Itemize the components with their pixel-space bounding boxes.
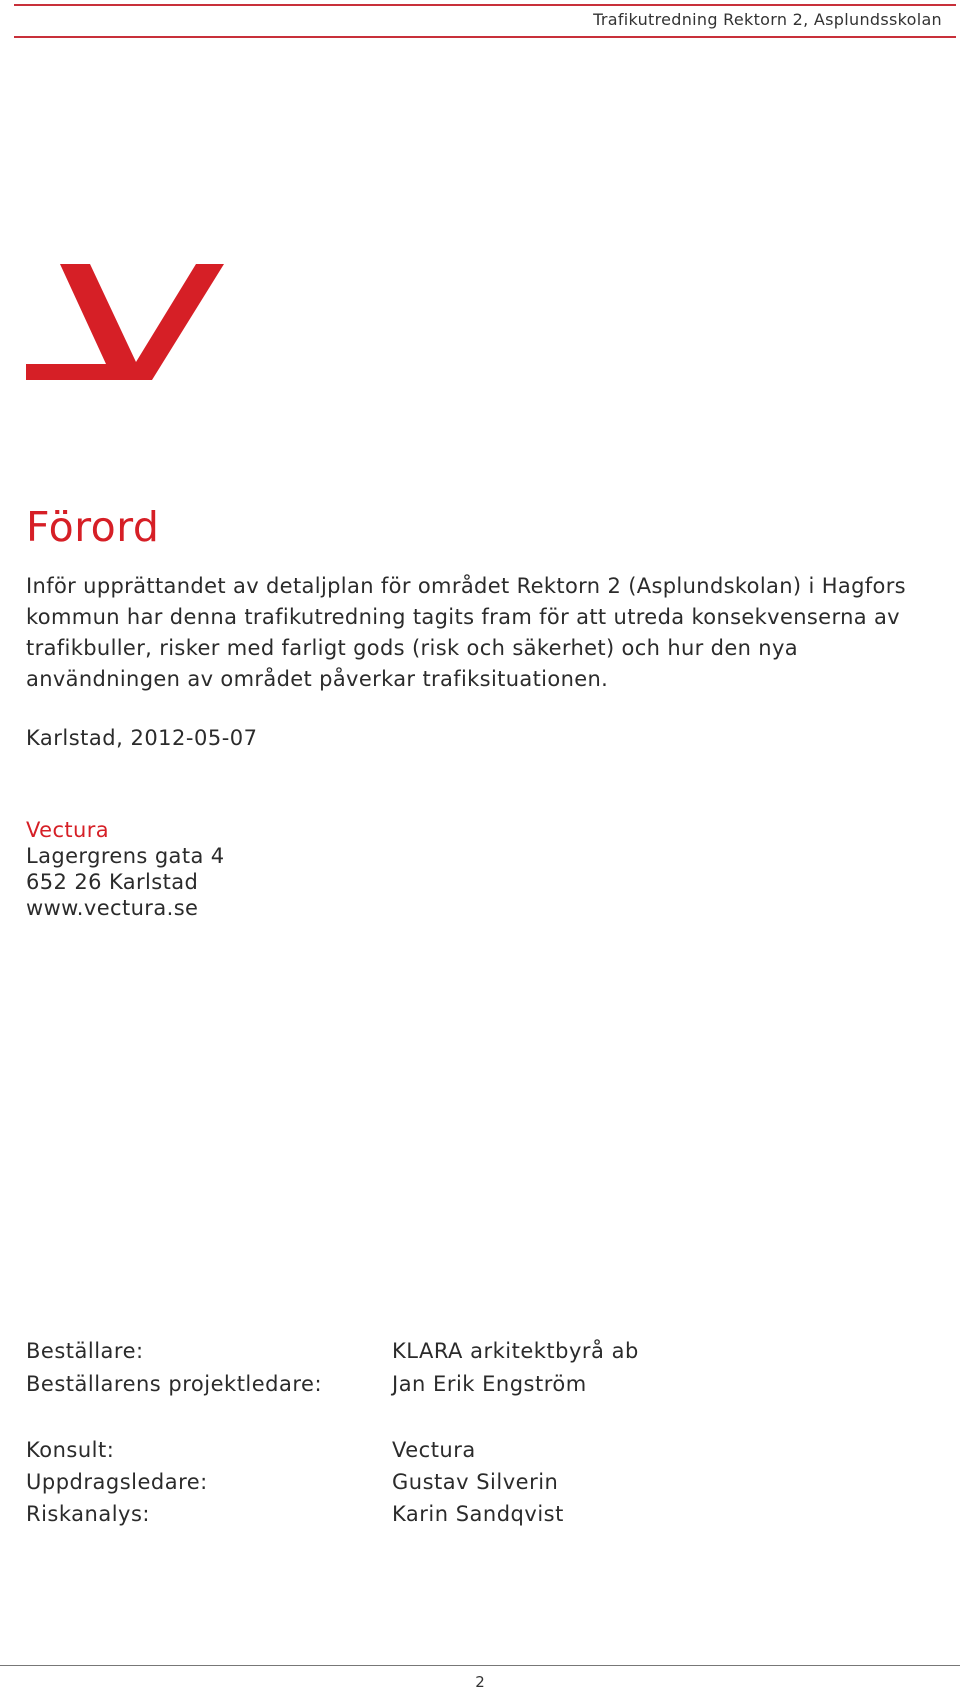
- website: www.vectura.se: [26, 896, 199, 920]
- role-value: Vectura: [392, 1438, 476, 1462]
- role-label: Konsult:: [26, 1438, 115, 1462]
- header-bottom-rule: [14, 36, 956, 38]
- footer-rule: [0, 1665, 960, 1666]
- role-label: Riskanalys:: [26, 1502, 150, 1526]
- role-value: Gustav Silverin: [392, 1470, 559, 1494]
- street-address: Lagergrens gata 4: [26, 844, 225, 868]
- company-name: Vectura: [26, 818, 110, 842]
- role-value: Jan Erik Engström: [392, 1372, 587, 1396]
- date-line: Karlstad, 2012-05-07: [26, 726, 258, 750]
- running-header-title: Trafikutredning Rektorn 2, Asplundsskolan: [593, 10, 942, 29]
- role-label: Uppdragsledare:: [26, 1470, 208, 1494]
- intro-paragraph: Inför upprättandet av detaljplan för området Rektorn 2 (Asplundskolan) i Hagfors kommun har denna trafikutredning tagits fram för att utreda konsekvenserna av trafikbuller, risker med farligt gods (risk och säkerhet) och hur den nya användningen av området påverkar trafiksituationen.: [26, 574, 906, 691]
- role-label: Beställare:: [26, 1339, 144, 1363]
- header-top-rule: [14, 4, 956, 6]
- postal-address: 652 26 Karlstad: [26, 870, 199, 894]
- role-label: Beställarens projektledare:: [26, 1372, 323, 1396]
- vectura-logo-mark: [26, 264, 224, 380]
- role-value: KLARA arkitektbyrå ab: [392, 1339, 639, 1363]
- address-block: [26, 817, 225, 921]
- vectura-logo: [26, 264, 224, 380]
- page-heading: Förord: [26, 503, 160, 551]
- page-number: 2: [475, 1673, 485, 1691]
- role-value: Karin Sandqvist: [392, 1502, 564, 1526]
